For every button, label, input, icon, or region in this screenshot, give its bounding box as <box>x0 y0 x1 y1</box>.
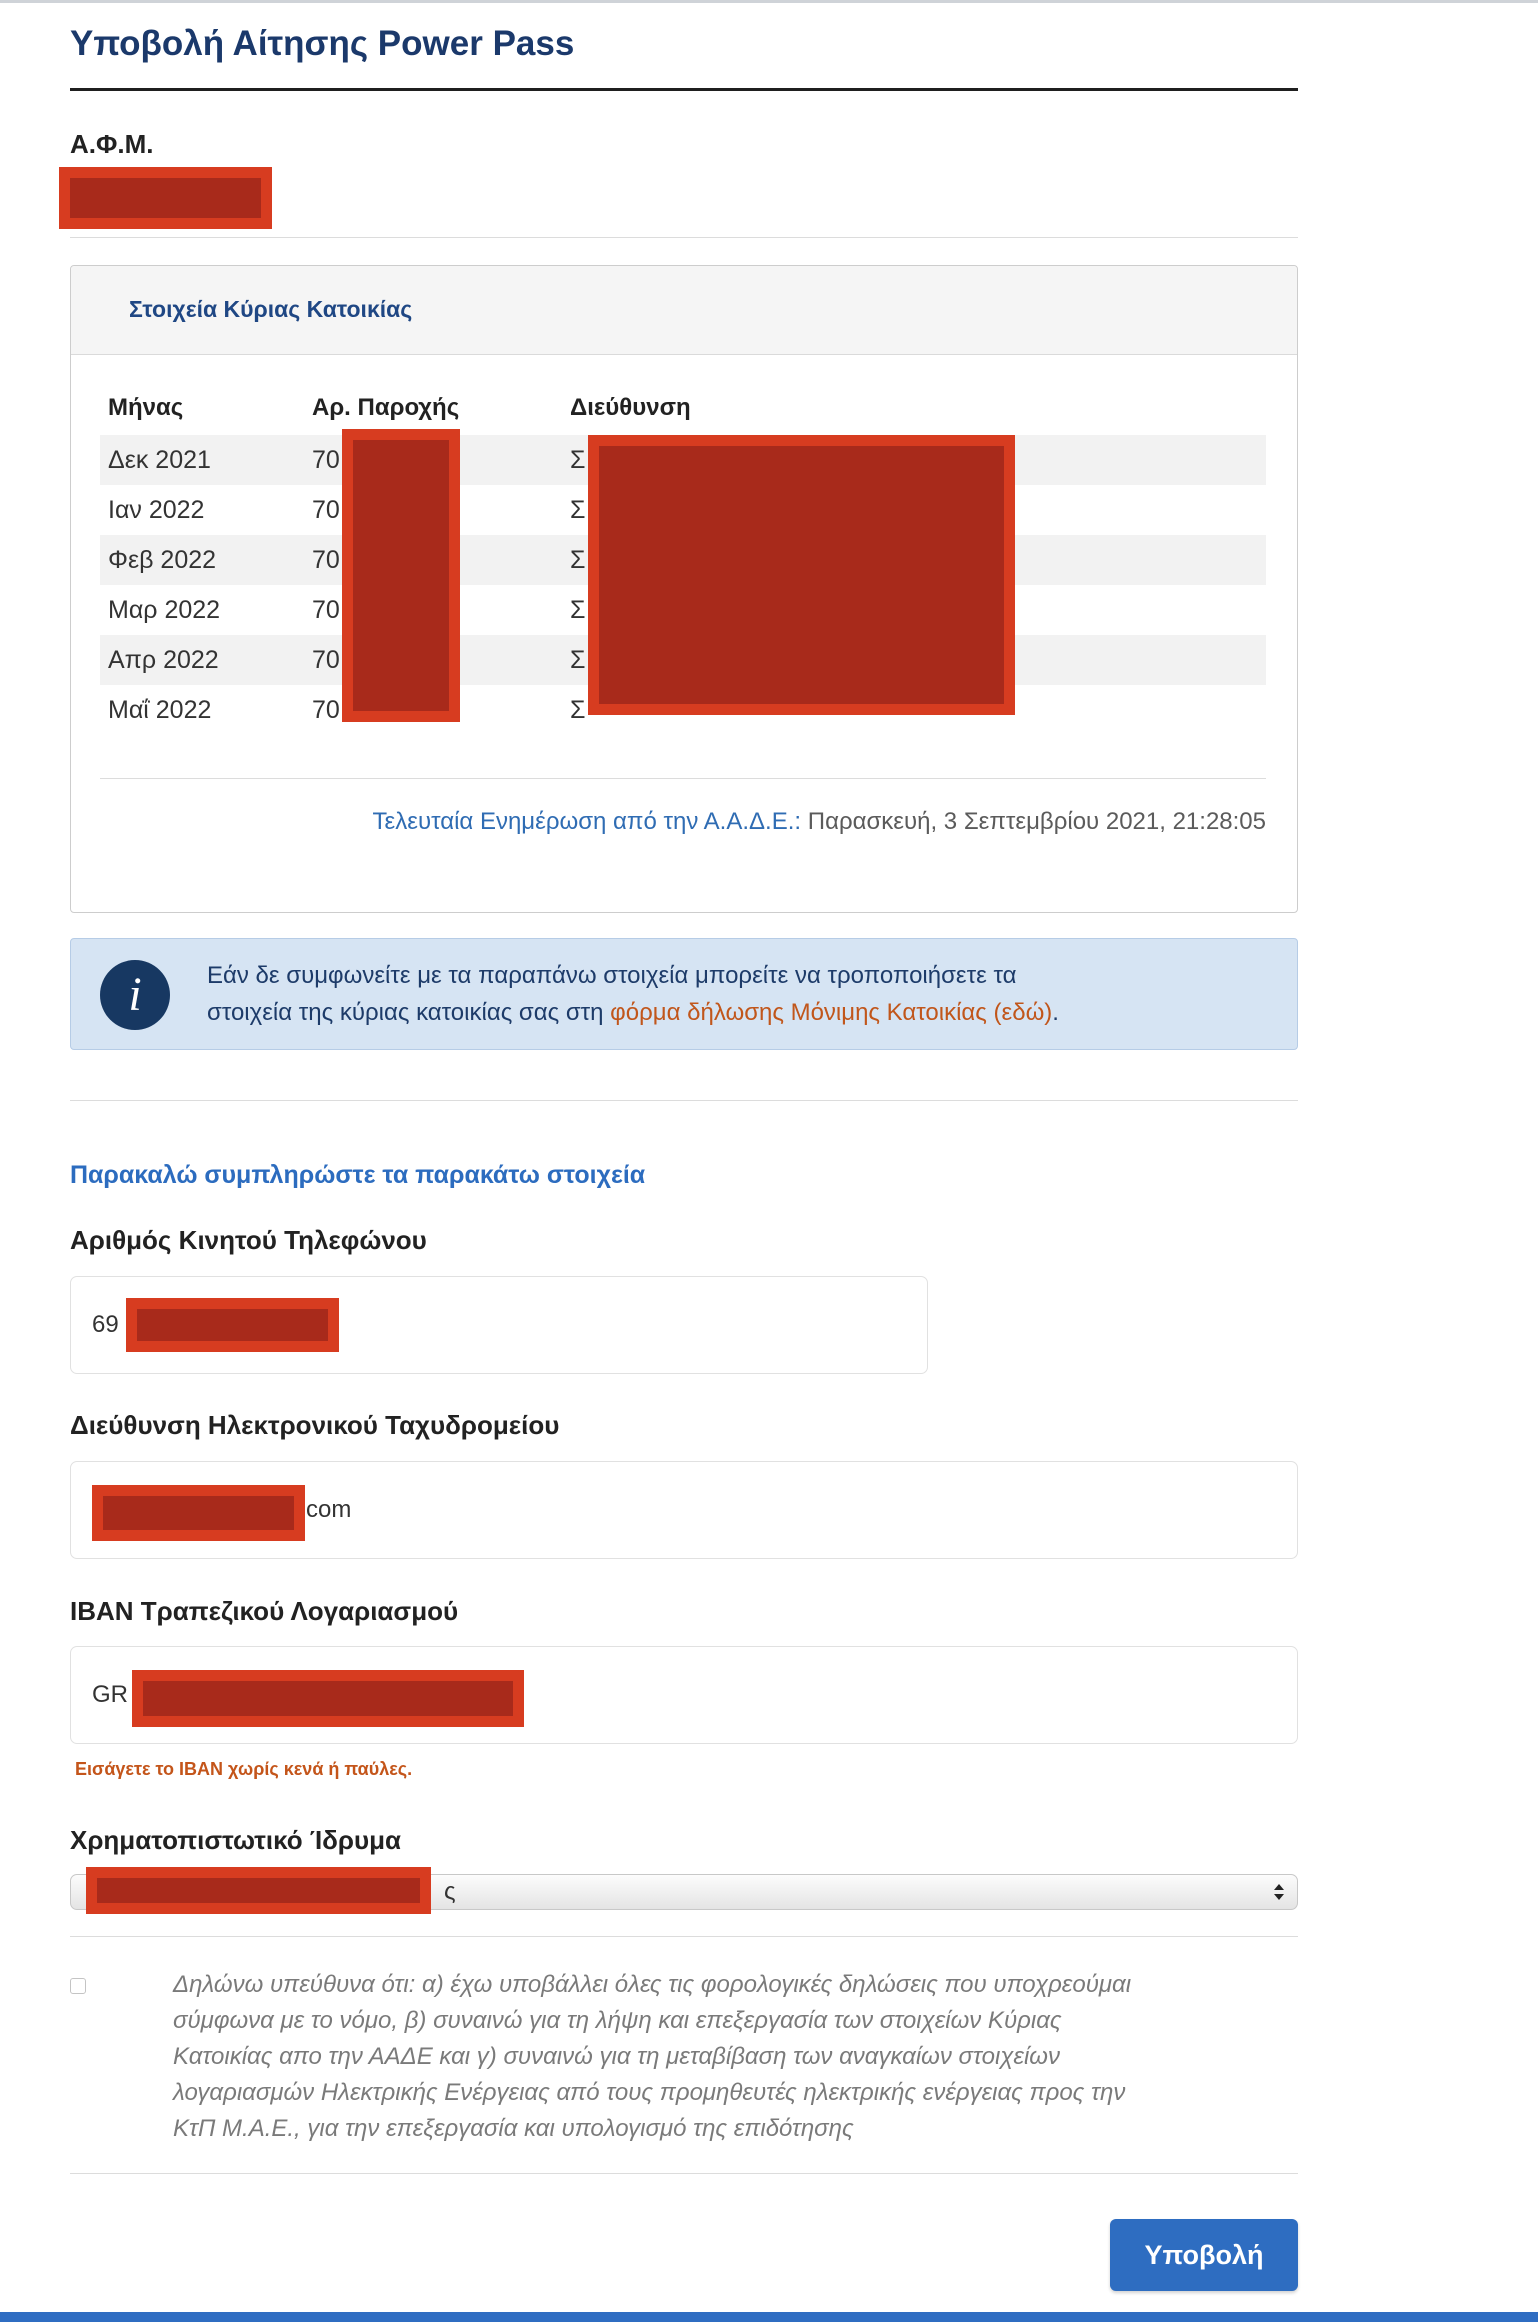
last-update-label: Τελευταία Ενημέρωση από την Α.Α.Δ.Ε.: <box>372 808 802 835</box>
afm-label: Α.Φ.Μ. <box>70 129 154 159</box>
cell-address: Σ <box>570 546 586 574</box>
form-section-title: Παρακαλώ συμπληρώστε τα παρακάτω στοιχεία <box>70 1161 646 1189</box>
alert-text: στοιχεία της κύριας κατοικίας σας στη <box>207 999 611 1026</box>
title-underline <box>70 88 1298 91</box>
declaration-line: λογαριασμών Ηλεκτρικής Ενέργειας από τους προμηθευτές ηλεκτρικής ενέργειας προς την <box>173 2079 1126 2106</box>
iban-value: GR <box>92 1681 128 1708</box>
phone-value: 69 <box>92 1311 119 1338</box>
last-update <box>373 807 1266 837</box>
redaction-box <box>86 1867 431 1914</box>
residence-panel <box>70 265 1298 913</box>
cell-address: Σ <box>570 446 586 474</box>
cell-month: Δεκ 2021 <box>108 446 211 474</box>
phone-label: Αριθμός Κινητού Τηλεφώνου <box>70 1225 427 1255</box>
email-label: Διεύθυνση Ηλεκτρονικού Ταχυδρομείου <box>70 1410 560 1440</box>
divider <box>70 2173 1298 2174</box>
cell-month: Μαΐ 2022 <box>108 696 212 724</box>
declaration-line: Δηλώνω υπεύθυνα ότι: α) έχω υποβάλλει όλες τις φορολογικές δηλώσεις που υποχρεούμαι <box>173 1971 1132 1998</box>
declaration-line: σύμφωνα με το νόμο, β) συναινώ για τη λήψη και επεξεργασία των στοιχείων Κύριας <box>173 2007 1062 2034</box>
cell-supply-number: 70 <box>312 696 340 724</box>
iban-help-text: Εισάγετε το IBAN χωρίς κενά ή παύλες. <box>75 1759 413 1779</box>
redaction-box <box>588 435 1015 715</box>
column-header-month: Μήνας <box>108 394 184 421</box>
cell-month: Απρ 2022 <box>108 646 219 674</box>
cell-supply-number: 70 <box>312 546 340 574</box>
cell-address: Σ <box>570 596 586 624</box>
panel-title: Στοιχεία Κύριας Κατοικίας <box>129 296 413 322</box>
alert-text-line <box>207 994 1059 1031</box>
declaration-line: Κατοικίας απο την ΑΑΔΕ και γ) συναινώ για τη μεταβίβαση των αναγκαίων στοιχείων <box>173 2043 1060 2070</box>
top-border <box>0 0 1538 3</box>
residence-form-link[interactable]: φόρμα δήλωσης Μόνιμης Κατοικίας (εδώ) <box>610 999 1053 1026</box>
cell-address: Σ <box>570 696 586 724</box>
cell-address: Σ <box>570 496 586 524</box>
redaction-box <box>92 1485 305 1541</box>
page-title: Υποβολή Αίτησης Power Pass <box>70 24 575 63</box>
panel-header <box>71 266 1297 355</box>
declaration-line: ΚτΠ Μ.Α.Ε., για την επεξεργασία και υπολογισμό της επιδότησης <box>173 2115 854 2142</box>
info-icon: i <box>100 960 170 1030</box>
divider <box>70 1100 1298 1101</box>
redaction-box <box>59 167 272 229</box>
cell-supply-number: 70 <box>312 646 340 674</box>
iban-label: IBAN Τραπεζικού Λογαριασμού <box>70 1596 459 1626</box>
redaction-box <box>126 1298 339 1352</box>
email-value: com <box>306 1496 352 1523</box>
bank-label: Χρηματοπιστωτικό Ίδρυμα <box>70 1825 402 1855</box>
bottom-bar <box>0 2312 1538 2322</box>
column-header-supply-number: Αρ. Παροχής <box>312 394 460 421</box>
select-arrows-icon <box>1272 1882 1286 1902</box>
column-header-address: Διεύθυνση <box>570 394 691 421</box>
cell-month: Φεβ 2022 <box>108 546 217 574</box>
bank-select-value: ς <box>444 1878 456 1905</box>
cell-address: Σ <box>570 646 586 674</box>
declaration-checkbox[interactable] <box>70 1978 86 1994</box>
cell-supply-number: 70 <box>312 596 340 624</box>
divider <box>70 237 1298 238</box>
divider <box>100 778 1266 779</box>
cell-month: Μαρ 2022 <box>108 596 221 624</box>
alert-text-line: Εάν δε συμφωνείτε με τα παραπάνω στοιχεία μπορείτε να τροποποιήσετε τα <box>207 962 1017 989</box>
submit-button[interactable]: Υποβολή <box>1110 2219 1298 2291</box>
redaction-box <box>342 429 460 722</box>
last-update-value: Παρασκευή, 3 Σεπτεμβρίου 2021, 21:28:05 <box>807 808 1266 835</box>
cell-month: Ιαν 2022 <box>108 496 205 524</box>
alert-text-suffix: . <box>1052 999 1059 1026</box>
table-header-row <box>100 388 1266 428</box>
cell-supply-number: 70 <box>312 446 340 474</box>
divider <box>70 1936 1298 1937</box>
redaction-box <box>132 1670 524 1727</box>
declaration-text <box>173 1967 1131 2147</box>
cell-supply-number: 70 <box>312 496 340 524</box>
info-alert <box>70 938 1298 1050</box>
